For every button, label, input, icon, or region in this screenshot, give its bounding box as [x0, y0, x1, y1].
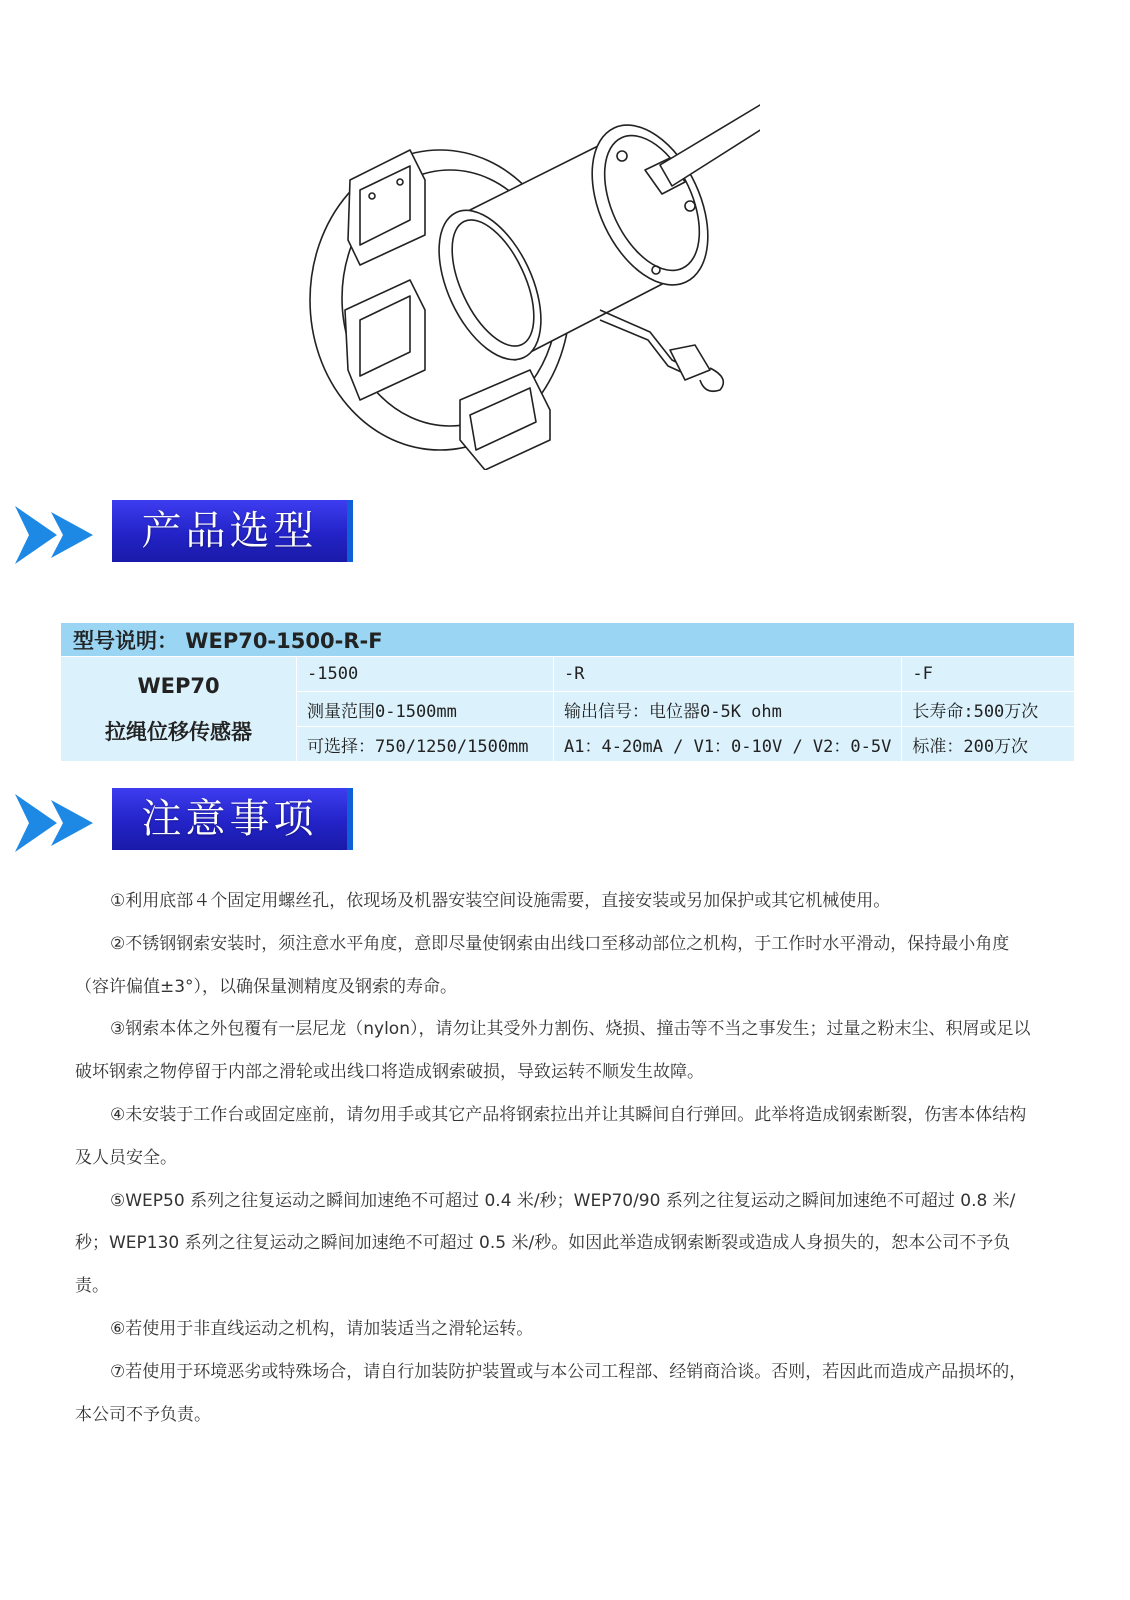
model-name: WEP70 [137, 674, 220, 698]
output-code: -R [554, 657, 902, 692]
model-table-title-row [61, 623, 1075, 657]
double-chevron-icon [15, 506, 110, 564]
life-standard: 标准：200万次 [902, 727, 1075, 762]
range-code: -1500 [297, 657, 554, 692]
table-row [61, 657, 1075, 692]
notes-list [75, 880, 1035, 1436]
model-desc: 拉绳位移传感器 [105, 720, 252, 744]
section-header-notes [15, 788, 345, 858]
model-name-cell [61, 657, 297, 762]
range-spec: 测量范围0-1500mm [297, 692, 554, 727]
note-item: ④未安装于工作台或固定座前，请勿用手或其它产品将钢索拉出并让其瞬间自行弹回。此举将造成钢索断裂，伤害本体结构及人员安全。 [75, 1104, 1027, 1168]
double-chevron-icon [15, 794, 110, 852]
output-spec: 输出信号：电位器0-5K ohm [554, 692, 902, 727]
rope-displacement-sensor-drawing-icon [310, 85, 760, 470]
model-table-title: 型号说明： WEP70-1500-R-F [61, 623, 1075, 657]
life-spec: 长寿命:500万次 [902, 692, 1075, 727]
model-table [60, 622, 1075, 762]
note-item: ①利用底部４个固定用螺丝孔，依现场及机器安装空间设施需要，直接安装或另加保护或其它机械使用。 [110, 891, 891, 911]
note-item: ②不锈钢钢索安装时，须注意水平角度，意即尽量使钢索由出线口至移动部位之机构，于工作时水平滑动，保持最小角度（容许偏值±3°），以确保量测精度及钢索的寿命。 [75, 933, 1010, 997]
note-item: ⑥若使用于非直线运动之机构，请加装适当之滑轮运转。 [110, 1318, 534, 1339]
output-options: A1：4-20mA / V1：0-10V / V2：0-5V [554, 727, 902, 762]
note-item: ⑤WEP50 系列之往复运动之瞬间加速绝不可超过 0.4 米/秒；WEP70/90 系列之往复运动之瞬间加速绝不可超过 0.8 米/秒；WEP130 系列之往复运动之瞬间加速绝不可超过 0.5 米/秒。如因此举造成钢索断裂或造成人身损失的，恕本公司不予负责。 [75, 1190, 1016, 1297]
life-code: -F [902, 657, 1075, 692]
note-item: ⑦若使用于环境恶劣或特殊场合，请自行加装防护装置或与本公司工程部、经销商洽谈。否则，若因此而造成产品损坏的，本公司不予负责。 [75, 1361, 1027, 1425]
section-title-notes: 注意事项 [112, 788, 353, 850]
section-title-selection: 产品选型 [112, 500, 353, 562]
section-header-selection [15, 500, 345, 570]
note-item: ③钢索本体之外包覆有一层尼龙（nylon），请勿让其受外力割伤、烧损、撞击等不当之事发生；过量之粉末尘、积屑或足以破坏钢索之物停留于内部之滑轮或出线口将造成钢索破损，导致运转不顺发生故障。 [75, 1019, 1031, 1083]
product-drawing [300, 70, 760, 470]
range-options: 可选择：750/1250/1500mm [297, 727, 554, 762]
